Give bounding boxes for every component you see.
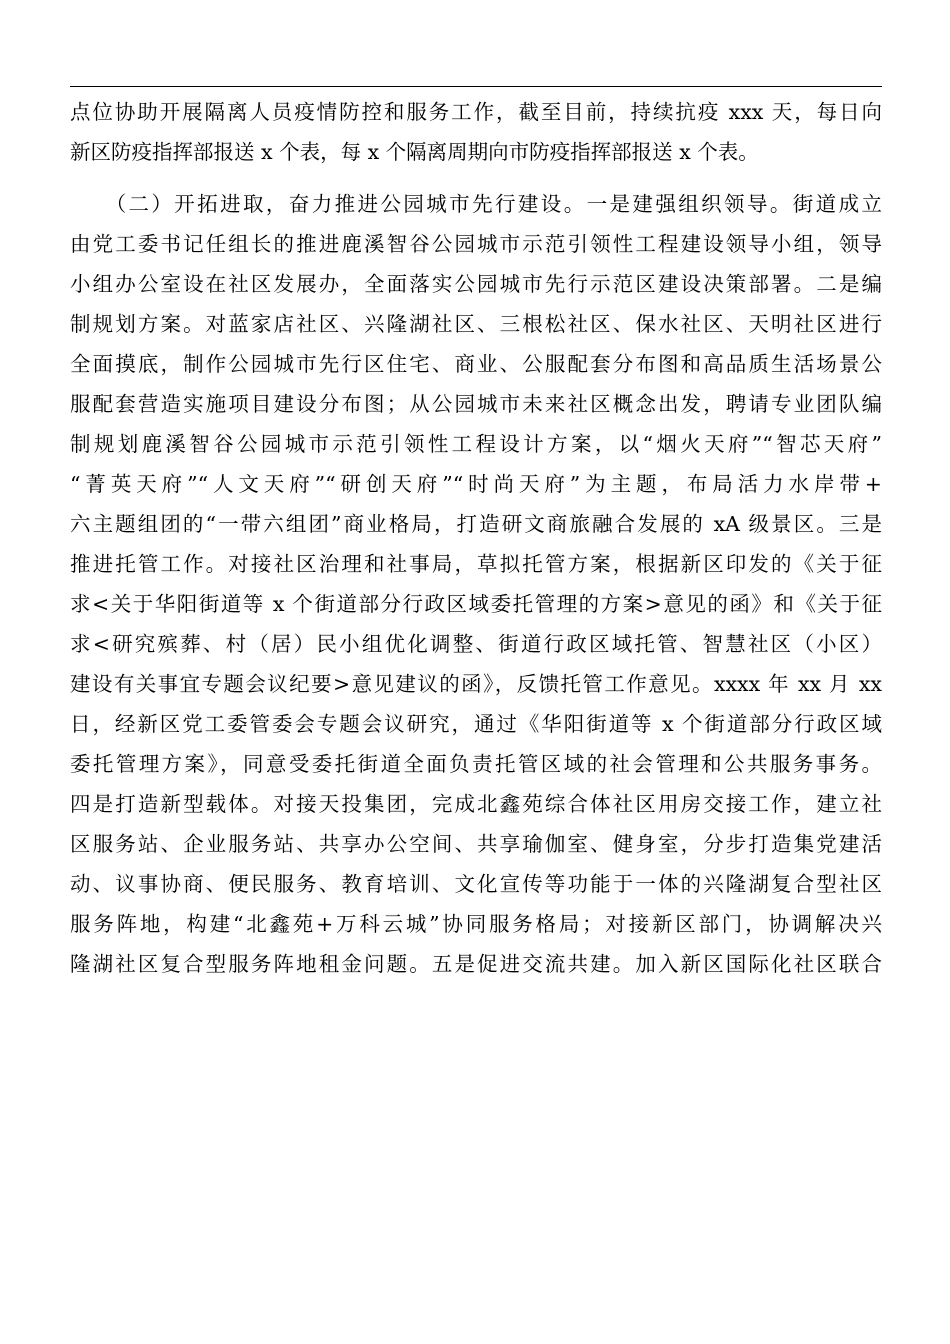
text-line: 由党工委书记任组长的推进鹿溪智谷公园城市示范引领性工程建设领导小组，领导 [70, 232, 882, 256]
text-line: 制规划鹿溪智谷公园城市示范引领性工程设计方案，以“烟火天府”“智芯天府” [70, 432, 882, 456]
text-line: 日，经新区党工委管委会专题会议研究，通过《华阳街道等 x 个街道部分行政区域 [70, 712, 882, 736]
paragraph-park-city [70, 184, 882, 1024]
text-line: 新区防疫指挥部报送 x 个表，每 x 个隔离周期向市防疫指挥部报送 x 个表。 [70, 140, 759, 164]
text-line: 小组办公室设在社区发展办，全面落实公园城市先行示范区建设决策部署。二是编 [70, 272, 882, 296]
text-line: 点位协助开展隔离人员疫情防控和服务工作，截至目前，持续抗疫 xxx 天，每日向 [70, 100, 882, 124]
text-line: 制规划方案。对蓝家店社区、兴隆湖社区、三根松社区、保水社区、天明社区进行 [70, 312, 882, 336]
text-line: 求<研究殡葬、村（居）民小组优化调整、街道行政区域托管、智慧社区（小区） [70, 632, 882, 656]
text-line: 四是打造新型载体。对接天投集团，完成北鑫苑综合体社区用房交接工作，建立社 [70, 792, 882, 816]
text-line: 建设有关事宜专题会议纪要>意见建议的函》，反馈托管工作意见。xxxx 年 xx 月 xx [70, 672, 882, 696]
text-line: “菁英天府”“人文天府”“研创天府”“时尚天府”为主题，布局活力水岸带+ [70, 472, 882, 496]
text-line: 推进托管工作。对接社区治理和社事局，草拟托管方案，根据新区印发的《关于征 [70, 552, 882, 576]
paragraph-continuation [70, 92, 882, 172]
text-line: 委托管理方案》，同意受委托街道全面负责托管区域的社会管理和公共服务事务。 [70, 752, 882, 776]
text-line: （二）开拓进取，奋力推进公园城市先行建设。一是建强组织领导。街道成立 [70, 192, 882, 216]
text-line: 求<关于华阳街道等 x 个街道部分行政区域委托管理的方案>意见的函》和《关于征 [70, 592, 882, 616]
text-line: 全面摸底，制作公园城市先行区住宅、商业、公服配套分布图和高品质生活场景公 [70, 352, 882, 376]
text-line: 区服务站、企业服务站、共享办公空间、共享瑜伽室、健身室，分步打造集党建活 [70, 832, 882, 856]
text-line: 隆湖社区复合型服务阵地租金问题。五是促进交流共建。加入新区国际化社区联合 [70, 952, 882, 976]
text-line: 六主题组团的“一带六组团”商业格局，打造研文商旅融合发展的 xA 级景区。三是 [70, 512, 882, 536]
text-line: 服务阵地，构建“北鑫苑+万科云城”协同服务格局；对接新区部门，协调解决兴 [70, 912, 882, 936]
text-line [70, 984, 882, 1024]
document-body [70, 92, 882, 1024]
text-line: 服配套营造实施项目建设分布图；从公园城市未来社区概念出发，聘请专业团队编 [70, 392, 882, 416]
text-line: 动、议事协商、便民服务、教育培训、文化宣传等功能于一体的兴隆湖复合型社区 [70, 872, 882, 896]
header-rule [70, 86, 882, 87]
